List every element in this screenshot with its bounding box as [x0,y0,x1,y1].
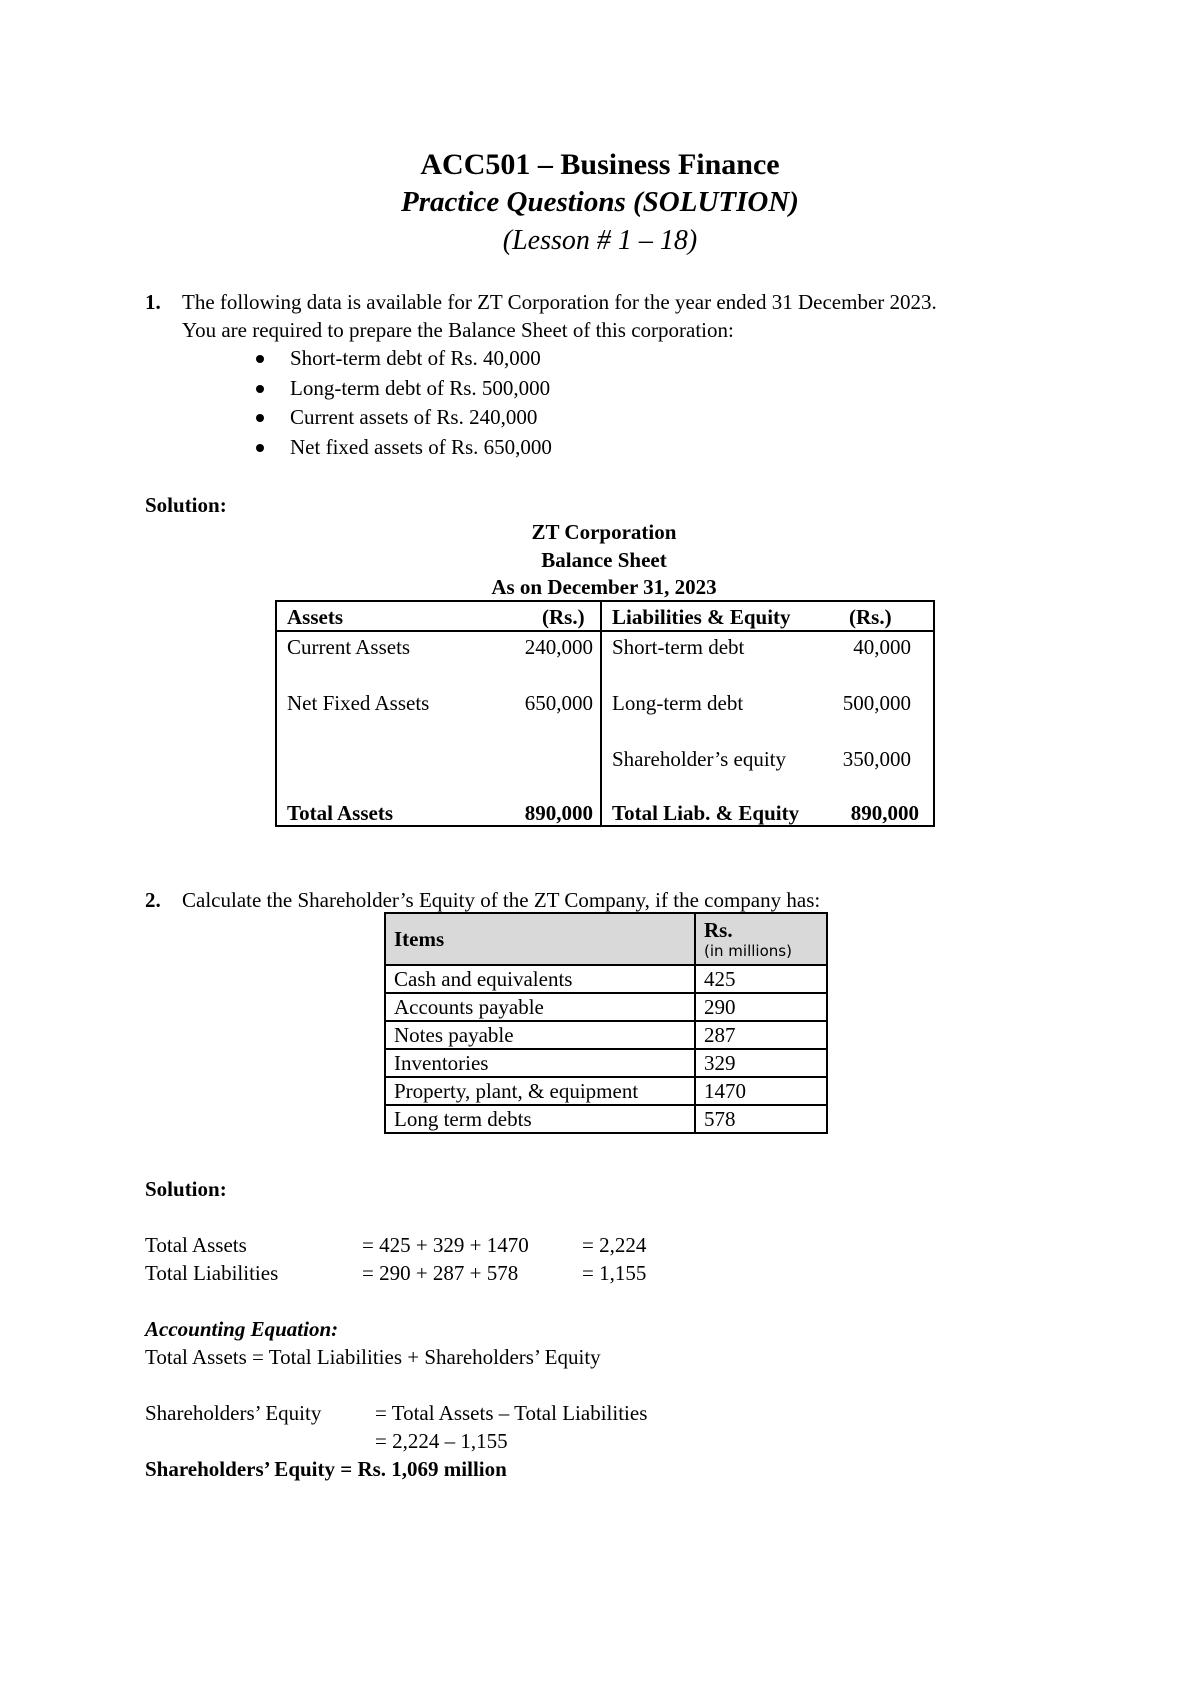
liability-value: 350,000 [842,747,911,771]
statement-date: As on December 31, 2023 [491,575,717,599]
question-1-text-line-2: You are required to prepare the Balance Sheet of this corporation: [182,318,734,342]
bullet-item: Short-term debt of Rs. 40,000 [252,344,552,374]
table-row [385,965,827,993]
item-value: 1470 [695,1077,827,1105]
final-answer: Shareholders’ Equity = Rs. 1,069 million [145,1457,507,1481]
document-subtitle: Practice Questions (SOLUTION) [401,186,799,218]
item-name: Cash and equivalents [385,965,695,993]
total-assets-value: 890,000 [524,801,593,825]
question-2-number: 2. [145,888,161,912]
item-name: Notes payable [385,1021,695,1049]
table-row [385,1077,827,1105]
question-1-text-line-1: The following data is available for ZT Corporation for the year ended 31 December 2023. [182,290,937,314]
liability-value: 500,000 [842,691,911,715]
liability-label: Short-term debt [612,635,745,659]
shareholders-equity-label: Shareholders’ Equity [145,1401,322,1425]
total-assets-label: Total Assets [287,801,393,825]
item-name: Accounts payable [385,993,695,1021]
item-value: 425 [695,965,827,993]
accounting-equation-label: Accounting Equation: [145,1317,339,1341]
item-value: 287 [695,1021,827,1049]
bullet-item: Long-term debt of Rs. 500,000 [252,374,552,404]
total-liabilities-value: 890,000 [850,801,919,825]
bullet-item: Net fixed assets of Rs. 650,000 [252,433,552,463]
liability-value: 40,000 [853,635,911,659]
table-header-row [385,913,827,965]
amount-column-unit: (in millions) [704,942,792,960]
assets-header: Assets [287,605,343,629]
table-row [385,1021,827,1049]
solution-2-label: Solution: [145,1177,227,1201]
item-name: Property, plant, & equipment [385,1077,695,1105]
liabilities-header: Liabilities & Equity [612,605,791,629]
total-assets-calc-expression: = 425 + 329 + 1470 [362,1233,529,1257]
item-value: 329 [695,1049,827,1077]
item-name: Inventories [385,1049,695,1077]
statement-title: Balance Sheet [541,548,667,572]
liability-label: Shareholder’s equity [612,747,786,771]
balance-sheet-table [275,600,935,827]
assets-unit-header: (Rs.) [542,605,585,629]
items-column-header: Items [385,913,695,965]
question-1-bullet-list [252,344,552,462]
total-liabilities-calc-result: = 1,155 [582,1261,647,1285]
course-title: ACC501 – Business Finance [420,148,780,181]
lesson-range: (Lesson # 1 – 18) [502,225,698,256]
shareholders-equity-expression-2: = 2,224 – 1,155 [375,1429,508,1453]
company-name: ZT Corporation [531,520,677,544]
items-table [384,912,828,1134]
bullet-item: Current assets of Rs. 240,000 [252,403,552,433]
total-assets-calc-label: Total Assets [145,1233,247,1257]
accounting-equation: Total Assets = Total Liabilities + Shareholders’ Equity [145,1345,601,1369]
amount-column-header [695,913,827,965]
asset-label: Net Fixed Assets [287,691,430,715]
total-assets-calc-result: = 2,224 [582,1233,647,1257]
item-name: Long term debts [385,1105,695,1133]
question-1-number: 1. [145,290,161,314]
table-row [385,1049,827,1077]
solution-1-label: Solution: [145,493,227,517]
amount-column-title: Rs. [704,918,733,942]
asset-label: Current Assets [287,635,411,659]
table-row [385,993,827,1021]
liabilities-unit-header: (Rs.) [849,605,892,629]
asset-value: 650,000 [524,691,593,715]
column-divider [600,602,602,825]
liability-label: Long-term debt [612,691,744,715]
total-liabilities-calc-label: Total Liabilities [145,1261,279,1285]
shareholders-equity-expression-1: = Total Assets – Total Liabilities [375,1401,648,1425]
item-value: 578 [695,1105,827,1133]
item-value: 290 [695,993,827,1021]
total-liabilities-calc-expression: = 290 + 287 + 578 [362,1261,519,1285]
question-2-text: Calculate the Shareholder’s Equity of the ZT Company, if the company has: [182,888,821,912]
asset-value: 240,000 [524,635,593,659]
header-divider [277,630,933,632]
table-row [385,1105,827,1133]
total-liabilities-label: Total Liab. & Equity [612,801,800,825]
